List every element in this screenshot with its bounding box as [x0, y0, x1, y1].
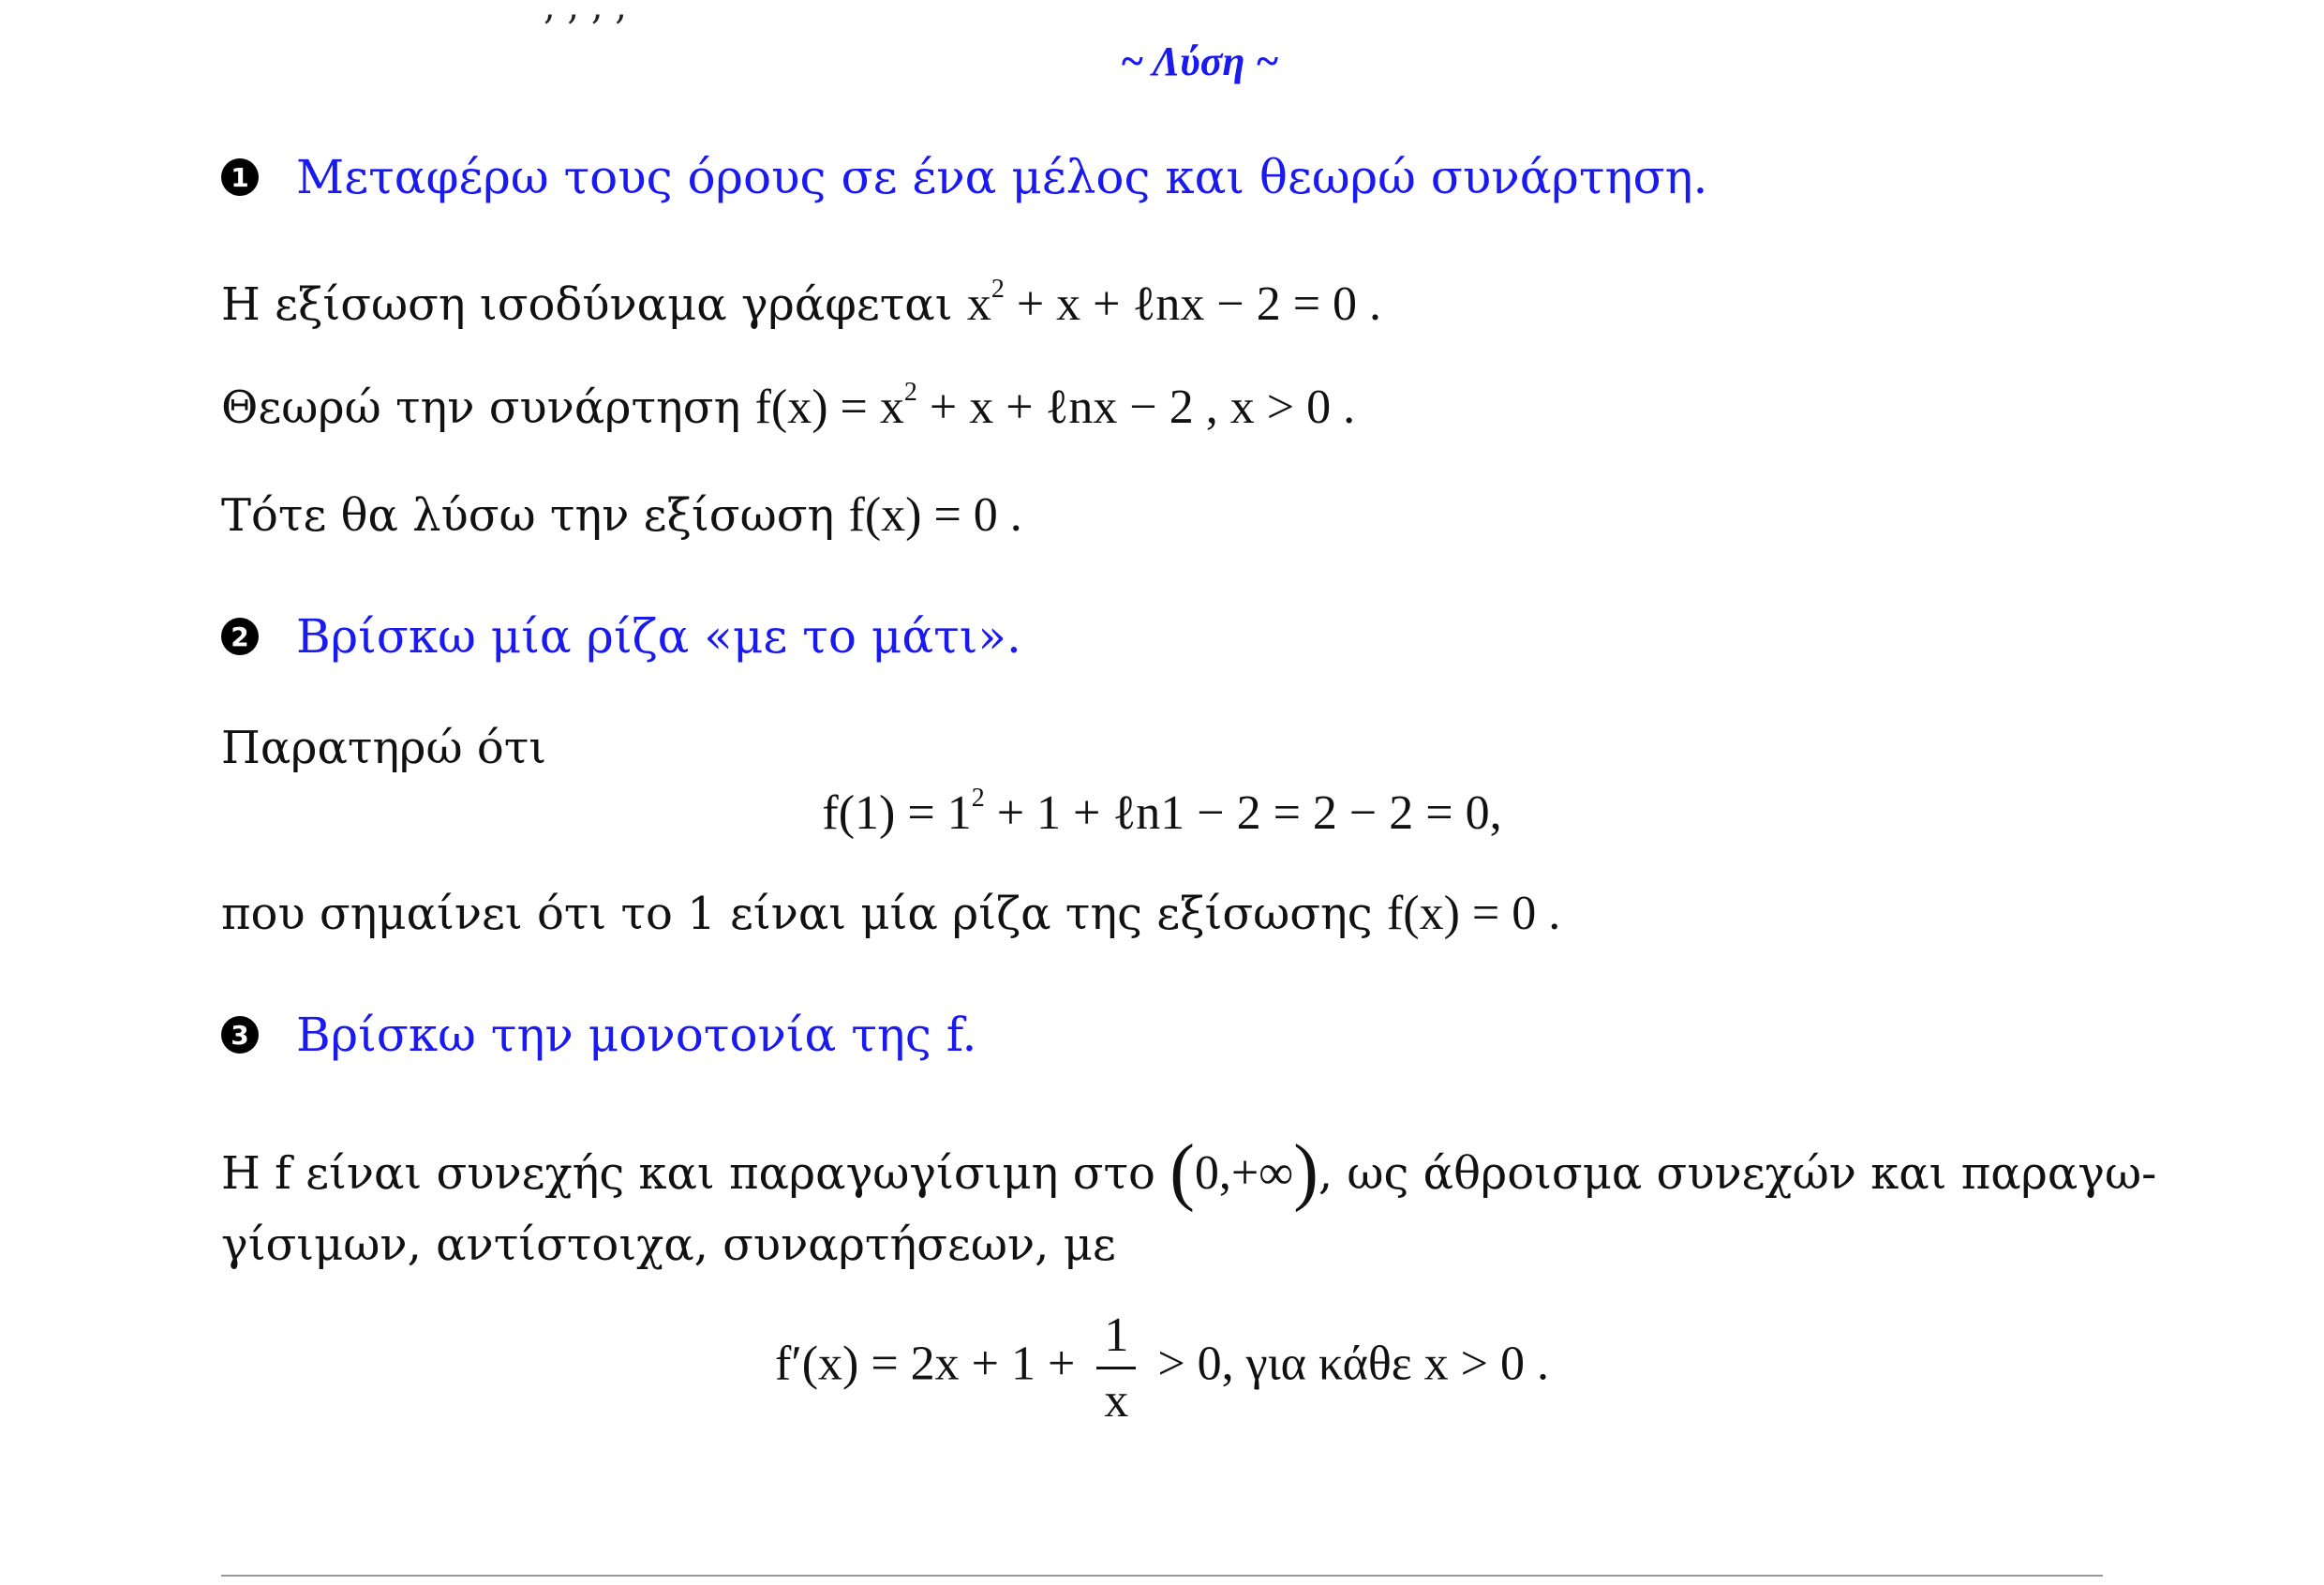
math-expression: f(x) = 0 .: [1386, 887, 1561, 940]
equation-derivative: [0, 1308, 2324, 1428]
step-number-badge: 2: [221, 618, 259, 655]
math-exponent: 2: [903, 378, 917, 407]
paragraph-continuity: [221, 1129, 2156, 1215]
paragraph-text: Η εξίσωση ισοδύναμα γράφεται: [221, 278, 953, 331]
interval-expression: (0,+∞): [1169, 1130, 1318, 1213]
math-part: f(1) = 1: [822, 786, 972, 840]
math-part: + x + ℓnx − 2 , x > 0 .: [929, 381, 1356, 434]
paragraph-define-function: [221, 380, 1355, 435]
step-3-heading: [221, 1008, 976, 1062]
fraction-numerator: 1: [1096, 1308, 1136, 1369]
equation-f-of-1: [0, 785, 2324, 841]
step-text: Μεταφέρω τους όρους σε ένα μέλος και θεωρώ συνάρτηση.: [296, 150, 1708, 204]
top-cutoff-text: , , , ,: [544, 0, 628, 28]
paragraph-text: Τότε θα λύσω την εξίσωση: [221, 489, 835, 542]
paragraph-text: που σημαίνει ότι το 1 είναι μία ρίζα της εξίσωσης: [221, 888, 1373, 940]
math-exponent: 2: [991, 275, 1005, 304]
math-expression: [754, 378, 1356, 434]
paragraph-text: , ως άθροισμα συνεχών και παραγω-: [1318, 1147, 2157, 1200]
paragraph-text: Η f είναι συνεχής και παραγωγίσιμη στο: [221, 1147, 1155, 1200]
math-part: x: [966, 277, 991, 331]
footer-divider: [221, 1575, 2103, 1577]
math-part: f(x) = x: [754, 381, 904, 434]
fraction-denominator: x: [1104, 1374, 1129, 1428]
paragraph-continuation: γίσιμων, αντίστοιχα, συναρτήσεων, με: [221, 1219, 1116, 1271]
paragraph-root-meaning: [221, 886, 1560, 941]
fraction: [1096, 1308, 1136, 1428]
solution-title: ~ Λύση ~: [1120, 38, 1279, 84]
step-1-heading: [221, 150, 1707, 204]
paragraph-text: Θεωρώ την συνάρτηση: [221, 381, 741, 434]
paragraph-solve: [221, 487, 1022, 543]
paragraph-equation-rewrite: [221, 277, 1381, 332]
step-text: Βρίσκω την μονοτονία της f.: [296, 1008, 977, 1062]
step-number-badge: 3: [221, 1016, 259, 1054]
math-part: + 1 + ℓn1 − 2 = 2 − 2 = 0,: [996, 786, 1502, 840]
interval-value: 0,+∞: [1194, 1146, 1294, 1200]
step-2-heading: [221, 609, 1021, 664]
step-text: Βρίσκω μία ρίζα «με το μάτι».: [296, 609, 1021, 664]
math-part: + x + ℓnx − 2 = 0 .: [1016, 277, 1382, 331]
math-expression: [967, 277, 1381, 331]
paragraph-observe: Παρατηρώ ότι: [221, 722, 547, 774]
math-part: > 0, για κάθε x > 0 .: [1157, 1337, 1549, 1391]
math-exponent: 2: [971, 784, 985, 813]
math-part: f′(x) = 2x + 1 +: [775, 1337, 1076, 1391]
step-number-badge: 1: [221, 158, 259, 196]
math-expression: f(x) = 0 .: [848, 488, 1022, 542]
